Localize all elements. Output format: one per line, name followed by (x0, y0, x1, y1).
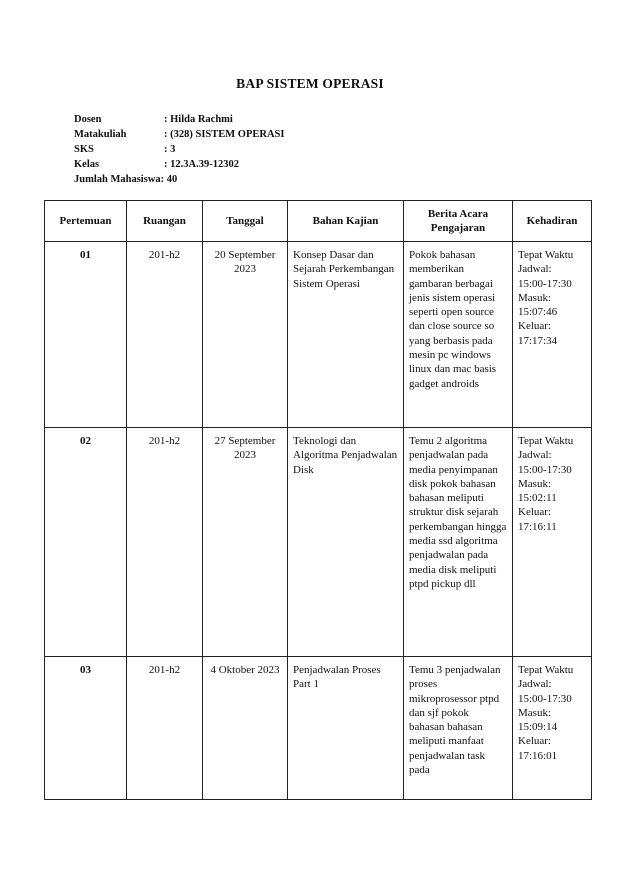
kehadiran-status: Tepat Waktu (518, 664, 574, 676)
cell-tanggal: 20 September 2023 (203, 242, 288, 428)
kehadiran-keluar-label: Keluar: (518, 506, 551, 519)
kehadiran-keluar: 17:16:11 (518, 520, 557, 533)
table-row (45, 657, 592, 800)
cell-pertemuan: 01 (45, 242, 127, 428)
header-tanggal: Tanggal (203, 201, 288, 242)
kehadiran-jadwal-label: Jadwal: (518, 263, 552, 276)
page-title: BAP SISTEM OPERASI (236, 76, 384, 91)
info-value: : 3 (164, 144, 176, 155)
cell-pertemuan: 02 (45, 428, 127, 657)
cell-ruangan: 201-h2 (127, 657, 203, 800)
info-label: Kelas (74, 159, 100, 170)
cell-tanggal: 27 September 2023 (203, 428, 288, 657)
cell-berita-acara: Pokok bahasan memberikan gambaran berbagai jenis sistem operasi seperti open source dan close source so yang berbasis pada mesin pc windows linux dan mac basis gadget androids (404, 242, 513, 428)
kehadiran-masuk: 15:07:46 (518, 306, 558, 319)
cell-pertemuan: 03 (45, 657, 127, 800)
cell-ruangan: 201-h2 (127, 428, 203, 657)
info-kelas (74, 157, 284, 172)
info-label: SKS (74, 144, 94, 155)
info-value: : (328) SISTEM OPERASI (164, 129, 285, 140)
info-matakuliah (74, 127, 284, 142)
header-kehadiran: Kehadiran (513, 201, 592, 242)
kehadiran-masuk-label: Masuk: (518, 706, 551, 719)
info-sks (74, 142, 284, 157)
header-ruangan: Ruangan (127, 201, 203, 242)
header-berita-acara: Berita Acara Pengajaran (404, 201, 513, 242)
cell-berita-acara: Temu 3 penjadwalan proses mikroprosessor ptpd dan sjf pokok bahasan bahasan meliputi manfaat penjadwalan task pada (404, 657, 513, 800)
cell-bahan-kajian: Teknologi dan Algoritma Penjadwalan Disk (288, 428, 404, 657)
cell-ruangan: 201-h2 (127, 242, 203, 428)
kehadiran-keluar: 17:17:34 (518, 334, 558, 347)
cell-tanggal: 4 Oktober 2023 (203, 657, 288, 800)
info-value: : Hilda Rachmi (164, 114, 233, 125)
kehadiran-jadwal: 15:00-17:30 (518, 277, 572, 290)
table-row (45, 428, 592, 657)
kehadiran-masuk-label: Masuk: (518, 291, 551, 304)
table-header-row (45, 201, 592, 242)
kehadiran-status: Tepat Waktu (518, 249, 574, 261)
course-info (74, 112, 284, 187)
info-jumlah-mahasiswa (74, 172, 284, 187)
cell-kehadiran (513, 657, 592, 800)
kehadiran-masuk: 15:09:14 (518, 721, 558, 734)
kehadiran-keluar-label: Keluar: (518, 735, 551, 748)
info-label: Dosen (74, 114, 102, 125)
kehadiran-status: Tepat Waktu (518, 435, 574, 447)
cell-kehadiran (513, 242, 592, 428)
kehadiran-jadwal-label: Jadwal: (518, 678, 552, 691)
info-label: Jumlah Mahasiswa (74, 174, 161, 185)
kehadiran-keluar: 17:16:01 (518, 749, 558, 762)
cell-berita-acara: Temu 2 algoritma penjadwalan pada media penyimpanan disk pokok bahasan bahasan meliputi struktur disk sejarah perkembangan hingga media ssd algoritma penjadwalan pada media disk meliputi ptpd pickup dll (404, 428, 513, 657)
cell-bahan-kajian: Konsep Dasar dan Sejarah Perkembangan Sistem Operasi (288, 242, 404, 428)
kehadiran-masuk-label: Masuk: (518, 477, 551, 490)
kehadiran-jadwal: 15:00-17:30 (518, 463, 572, 476)
header-bahan-kajian: Bahan Kajian (288, 201, 404, 242)
bap-table (44, 200, 592, 800)
kehadiran-masuk: 15:02:11 (518, 492, 557, 505)
kehadiran-jadwal: 15:00-17:30 (518, 692, 572, 705)
info-value: : 40 (160, 174, 178, 185)
cell-bahan-kajian: Penjadwalan Proses Part 1 (288, 657, 404, 800)
kehadiran-keluar-label: Keluar: (518, 320, 551, 333)
info-label: Matakuliah (74, 129, 127, 140)
header-pertemuan: Pertemuan (45, 201, 127, 242)
cell-kehadiran (513, 428, 592, 657)
info-value: : 12.3A.39-12302 (164, 159, 239, 170)
info-dosen (74, 112, 284, 127)
kehadiran-jadwal-label: Jadwal: (518, 449, 552, 462)
table-row (45, 242, 592, 428)
